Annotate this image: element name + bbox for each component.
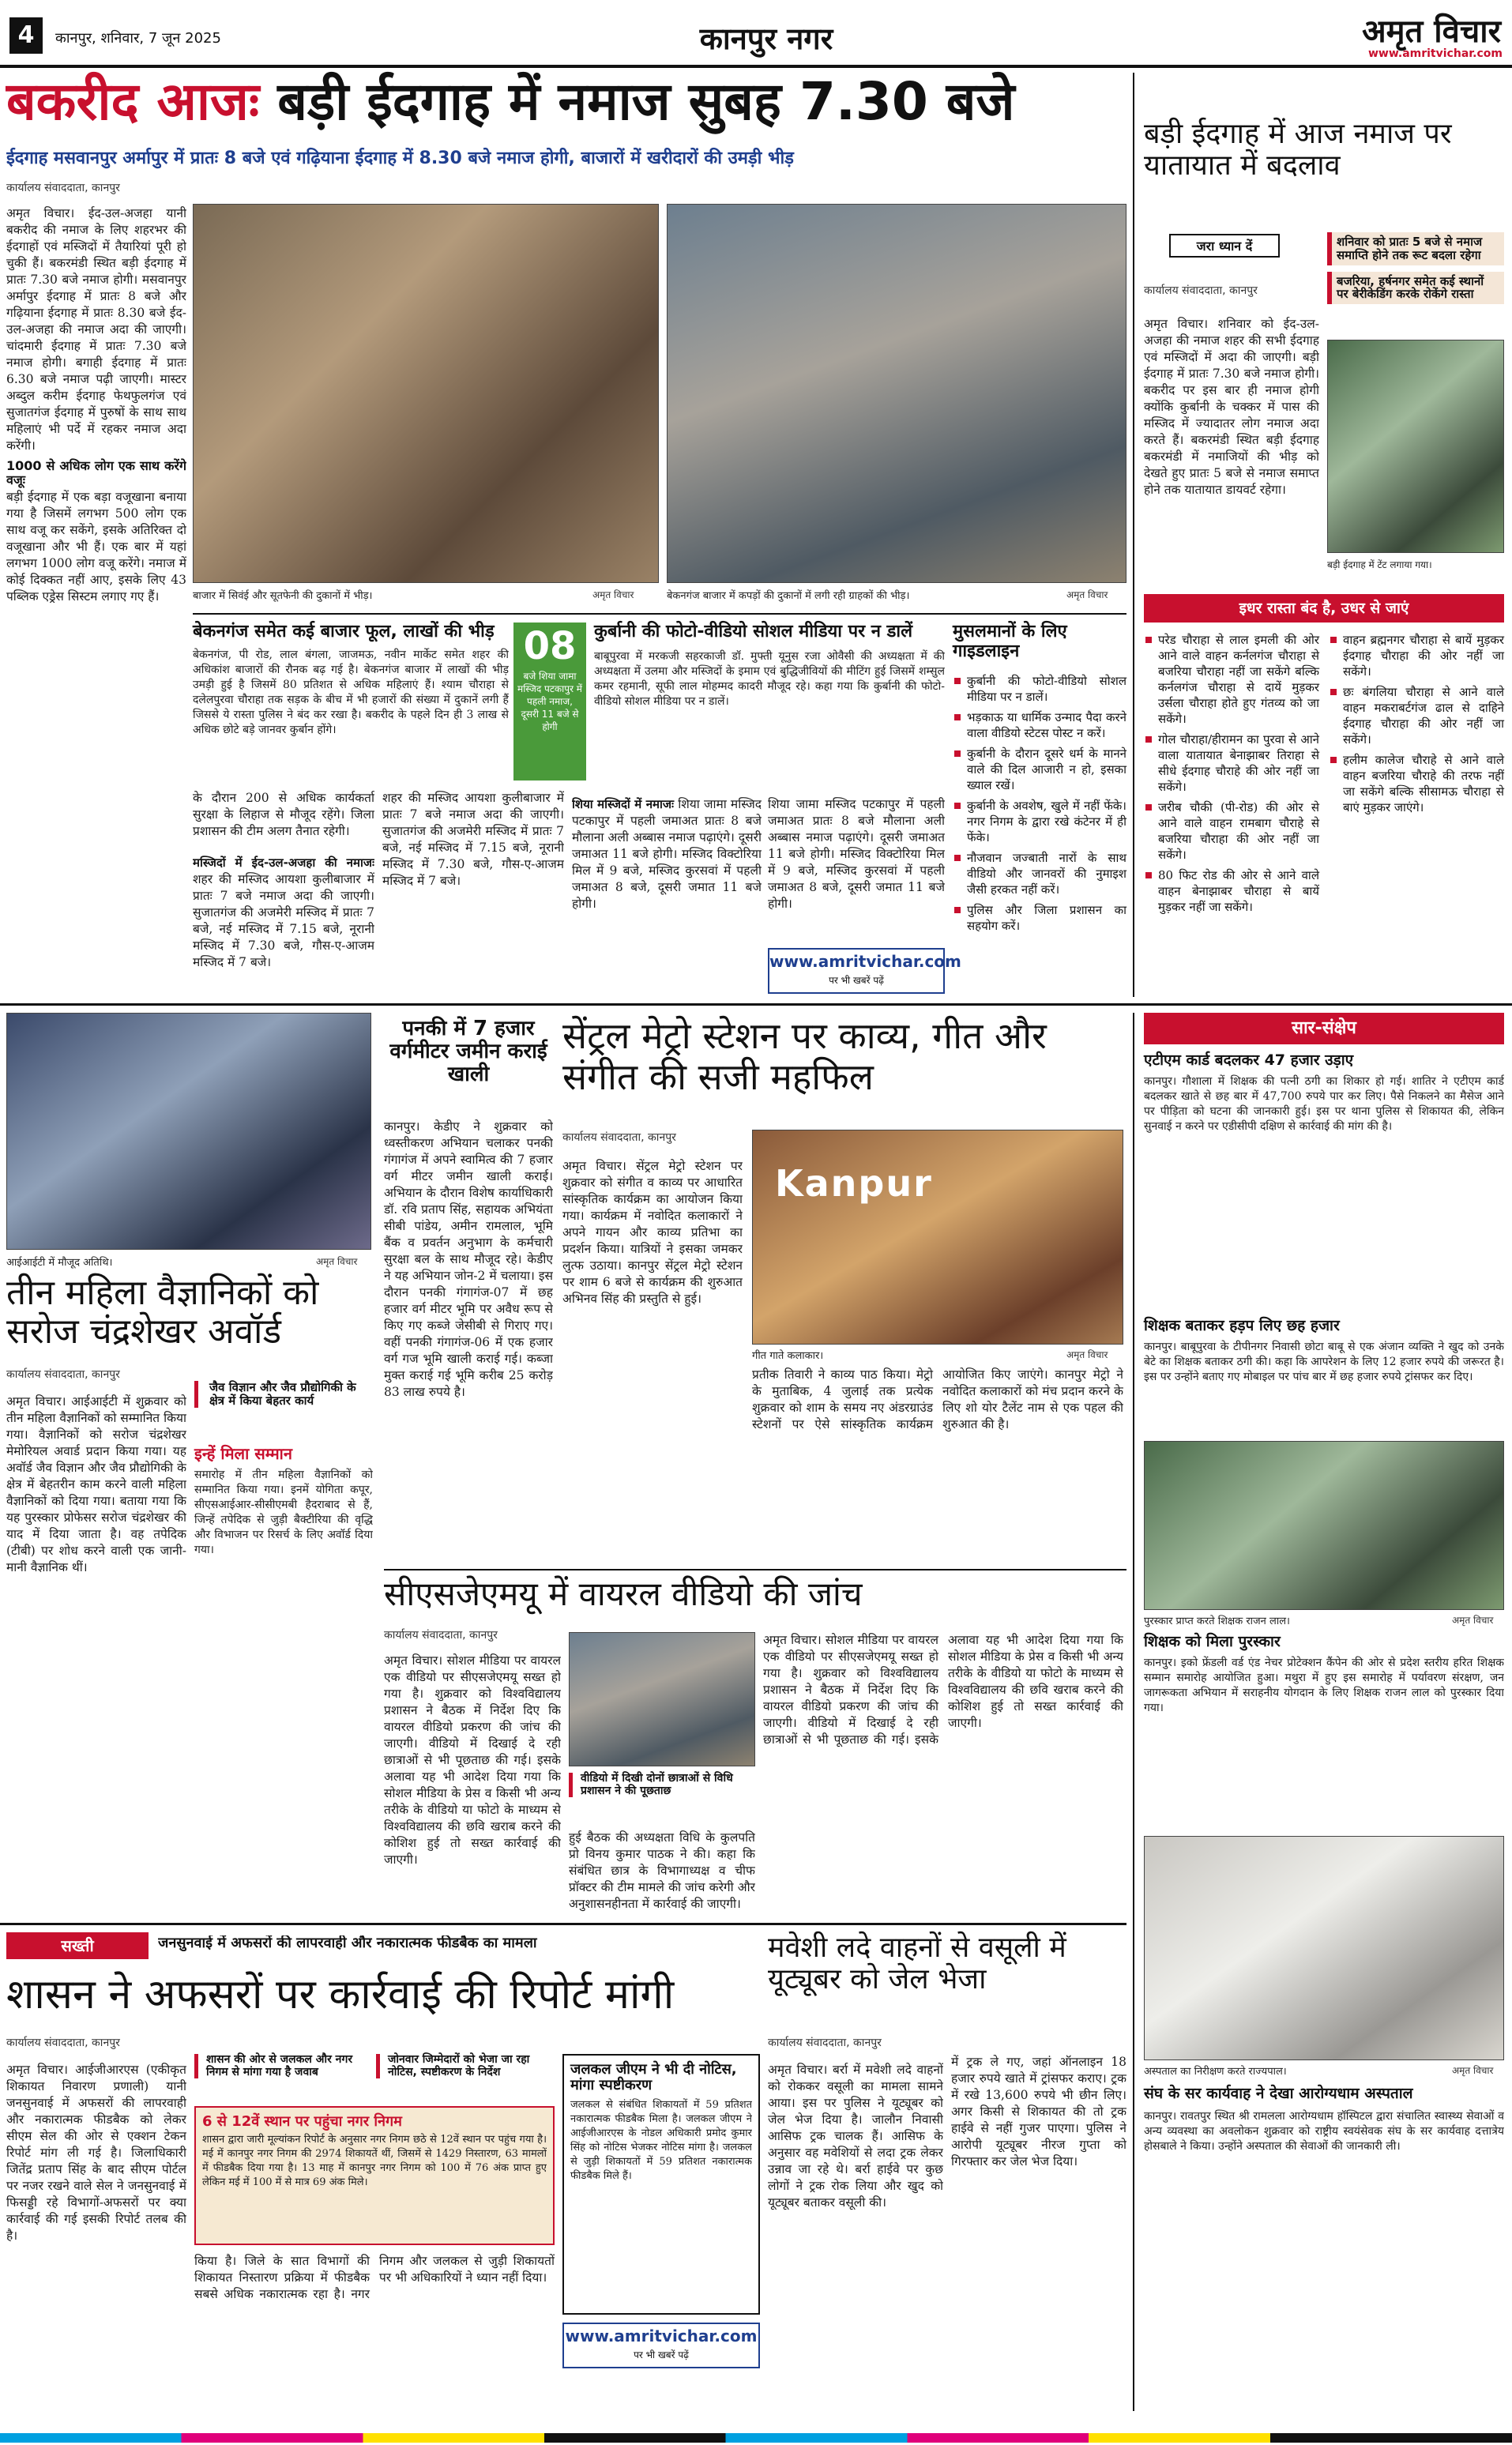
- row3-rule: [384, 1569, 1126, 1570]
- guideline-list: [953, 673, 1126, 939]
- csjmu-body-2: हुई बैठक की अध्यक्षता विधि के कुलपति प्रो विनय कुमार पाठक ने की। कहा कि संबंधित छात्र के विभागाध्यक्ष व चीफ प्रॉक्टर की टीम मामले की जांच करेगी और अनुशासनहीनता में कार्रवाई की जाएगी।: [569, 1830, 755, 1911]
- seminar-headline: तीन महिला वैज्ञानिकों को सरोज चंद्रशेखर अवॉर्ड: [6, 1273, 319, 1352]
- saar-s3-head: शिक्षक को मिला पुरस्कार: [1144, 1633, 1281, 1650]
- lead-body-text: अमृत विचार। ईद-उल-अजहा यानी बकरीद की नमाज के लिए शहरभर की ईदगाहों एवं मस्जिदों में तैयारियां पूरी हो चुकी हैं। बकरमंडी स्थित बड़ी ईदगाह में प्रातः 7.30 बजे नमाज होगी। मसवानपुर अर्मापुर ईदगाह में प्रातः 8 बजे और गढ़ियाना ईदगाह में प्रातः 8.30 बजे ईद-उल-अजहा की नमाज अदा की जाएगी। चांदमारी ईदगाह में प्रातः 7.30 बजे नमाज होगी। बगाही ईदगाह में प्रातः 6.30 बजे नमाज पढ़ी जाएगी। मास्टर अब्दुल करीम ईदगाह फेथफुलगंज एवं सुजातगंज ईदगाह में पुरुषों के साथ साथ महिलाएं भी पर्दे में रहकर नमाज अदा करेंगी।: [6, 206, 186, 453]
- guideline-item: नौजवान जज्बाती नारों के साथ वीडियो और जानवरों की नुमाइश जैसी हरकत नहीं करें।: [953, 850, 1126, 897]
- lead-headline-red: बकरीद आजः: [6, 71, 260, 132]
- masthead-rule: [0, 65, 1512, 68]
- strict-bullet-1: शासन की ओर से जलकल और नगर निगम से मांगा गया है जवाब: [194, 2054, 368, 2078]
- csjmu-body-3: अमृत विचार। सोशल मीडिया पर वायरल एक वीडियो पर सीएसजेएमयू सख्त हो गया है। शुक्रवार को विश्वविद्यालय प्रशासन ने बैठक में निर्देश दिए कि वायरल वीडियो प्रकरण की जांच की जाएगी। वीडियो में दिखाई दे रही छात्राओं से भी पूछताछ की गई। इसके अलावा यह भी आदेश दिया गया कि सोशल मीडिया के प्रेस व किसी भी अन्य तरीके के वीडियो या फोटो के माध्यम से विश्वविद्यालय की छवि खराब करने की कोशिश हुई तो सख्त कार्रवाई की जाएगी।: [763, 1633, 1123, 1747]
- csjmu-body: अमृत विचार। सोशल मीडिया पर वायरल एक वीडियो पर सीएसजेएमयू सख्त हो गया है। शुक्रवार को विश्वविद्यालय प्रशासन ने बैठक में निर्देश दिए कि वायरल वीडियो प्रकरण की जांच की जाएगी। वीडियो में दिखाई दे रही छात्राओं से भी पूछताछ की गई। इसके अलावा यह भी आदेश दिया गया कि सोशल मीडिया के प्रेस व किसी भी अन्य तरीके के वीडियो या फोटो के माध्यम से विश्वविद्यालय की छवि खराब करने की कोशिश हुई तो सख्त कार्रवाई की जाएगी।: [384, 1653, 561, 1867]
- diversion-left: [1144, 632, 1319, 920]
- metro-headline: सेंट्रल मेट्रो स्टेशन पर काव्य, गीत और संगीत की सजी महफिल: [562, 1014, 1047, 1098]
- guideline-item: कुर्बानी की फोटो-वीडियो सोशल मीडिया पर न डालें।: [953, 673, 1126, 705]
- market-sub: मस्जिदों में ईद-उल-अजहा की नमाजः: [193, 856, 374, 870]
- seminar-bullet: जैव विज्ञान और जैव प्रौद्योगिकी के क्षेत्र में किया बेहतर कार्य: [194, 1381, 373, 1408]
- paper-site: www.amritvichar.com: [1367, 47, 1503, 60]
- market-body-2: के दौरान 200 से अधिक कार्यकर्ता सुरक्षा के लिहाज से मौजूद रहेंगे। जिला प्रशासन की टीम अलग तैनात रहेगी।: [193, 791, 374, 838]
- lead-body-text-2: बड़ी ईदगाह में एक बड़ा वजूखाना बनाया गया है जिसमें लगभग 500 लोग एक साथ वजू कर सकेंगे, इसके अतिरिक्त दो वजूखाना और भी हैं। एक बार में यहां लगभग 1000 लोग वजू करेंगे। नमाज में कोई दिक्कत नहीं आए, इसके लिए 43 पब्लिक एड्रेस सिस्टम लगाए गए हैं।: [6, 489, 186, 604]
- strict-site-sub: पर भी खबरें पढ़ें: [634, 2349, 689, 2360]
- traffic-bullet-2: बजरिया, हर्षनगर समेत कई स्थानों पर बेरीकेडिंग करके रोकेंगे रास्ता: [1327, 272, 1504, 305]
- sidebar-divider: [1133, 1013, 1134, 2411]
- traffic-bullet-1: शनिवार को प्रातः 5 बजे से नमाज समाप्ति होने तक रूट बदला रहेगा: [1327, 232, 1504, 265]
- guideline-headline: मुसलमानों के लिए गाइडलाइन: [953, 622, 1067, 661]
- saar-photo-credit: अमृत विचार: [1452, 1615, 1494, 1626]
- jalkal-body: जलकल से संबंधित शिकायतों में 59 प्रतिशत नकारात्मक फीडबैक मिला है। जलकल जीएम ने आईजीआरएस के नोडल अधिकारी प्रमोद कुमार सिंह को नोटिस भेजकर नोटिस मांगा है। जलकल से जुड़ी शिकायतों में 59 प्रतिशत नकारात्मक फीडबैक मिले हैं।: [570, 2099, 752, 2183]
- cattle-body-2: में ट्रक ले गए, जहां ऑनलाइन 18 हजार रुपये खाते में ट्रांसफर कराए। ट्रक में रखे 13,600 रुपये भी छीन लिए। अगर किसी से शिकायत की तो ट्रक हाईवे से नहीं गुजर पाएगा। पुलिस ने आरोपी यूट्यूबर नीरज गुप्ता को गिरफ्तार कर जेल भेज दिया।: [951, 2055, 1126, 2169]
- cattle-body: अमृत विचार। बर्रा में मवेशी लदे वाहनों को रोककर वसूली का मामला सामने आया। इस पर पुलिस ने यूट्यूबर को जेल भेज दिया है। जालौन निवासी आसिफ ट्रक चालक हैं। आसिफ के अनुसार वह मवेशियों से लदा ट्रक लेकर उन्नाव जा रहे थे। बर्रा हाईवे पर कुछ लोगों ने ट्रक रोक लिया और खुद को यूट्यूबर बताकर वसूली की।: [768, 2063, 943, 2210]
- diversion-left-item: 80 फिट रोड की ओर से आने वाले वाहन बेनाझाबर चौराहा से बायें मुड़कर नहीं जा सकेंगे।: [1144, 867, 1319, 915]
- qurbani-body: बाबूपुरवा में मरकजी सहरकाजी डॉ. मुफ्ती यूनुस रजा ओवैसी की अध्यक्षता में की अध्यक्षता में उलमा और मस्जिदों के इमाम एवं बुद्धिजीवियों की मीटिंग हुई जिसमें शम्सुल कमर रहमानी, सूफी लाल मोहम्मद कादरी मौजूद रहे। कहा गया कि कुर्बानी की फोटो-वीडियो सोशल मीडिया पर न डालें।: [594, 650, 945, 708]
- diversion-left-item: गोल चौराहा/हीरामन का पुरवा से आने वाला यातायात बेनाझाबर तिराहा से सीधे ईदगाह चौराहे की ओर नहीं जा सकेंगे।: [1144, 732, 1319, 795]
- metro-photo: [752, 1130, 1123, 1345]
- csjmu-headline: सीएसजेएमयू में वायरल वीडियो की जांच: [384, 1574, 863, 1613]
- date-line: कानपुर, शनिवार, 7 जून 2025: [55, 30, 221, 47]
- strict-body-2: किया है। जिले के सात विभागों की शिकायत निस्तारण प्रक्रिया में फीडबैक सबसे अधिक नकारात्मक रहा है। नगर निगम और जलकल से जुड़ी शिकायतों पर भी अधिकारियों ने ध्यान नहीं दिया।: [194, 2254, 555, 2301]
- section-title: कानपुर नगर: [699, 21, 833, 56]
- strict-bullet-2: जोनवार जिम्मेदारों को भेजा जा रहा नोटिस, स्पष्टीकरण के निर्देश: [376, 2054, 550, 2078]
- lead-photo-caption-1: बाजार में सिवंई और सूतफेनी की दुकानों में भीड़।: [193, 590, 373, 602]
- diversion-right-item: वाहन ब्रह्मनगर चौराहा से बायें मुड़कर ईदगाह चौराहा की ओर नहीं जा सकेंगे।: [1329, 632, 1504, 679]
- saar-title: सार-संक्षेप: [1144, 1013, 1504, 1044]
- lead-photo-credit-2: अमृत विचार: [1066, 589, 1108, 600]
- traffic-headline: बड़ी ईदगाह में आज नमाज पर यातायात में बदलाव: [1144, 118, 1452, 182]
- jalkal-head: जलकल जीएम ने भी दी नोटिस, मांगा स्पष्टीकरण: [570, 2061, 737, 2094]
- footer-bar: [0, 2433, 1512, 2443]
- saar-s4-head: संघ के सर कार्यवाह ने देखा आरोग्यधाम अस्पताल: [1144, 2085, 1413, 2102]
- qurbani-site: www.amritvichar.com: [769, 952, 961, 971]
- market-headline: बेकनगंज समेत कई बाजार फूल, लाखों की भीड़: [193, 622, 495, 641]
- strict-site-box: [562, 2323, 760, 2368]
- cattle-byline: कार्यालय संवाददाता, कानपुर: [768, 2037, 882, 2049]
- saar-photo2-caption: अस्पताल का निरीक्षण करते राज्यपाल।: [1144, 2066, 1287, 2078]
- market-body: बेकनगंज, पी रोड, लाल बंगला, जाजमऊ, नवीन मार्केट समेत शहर की अधिकांश बाजारों की रौनक बढ़ गई है। बेकनगंज बाजार में लाखों की भीड़ उमड़ी हुई है जिसमें 80 प्रतिशत से अधिक महिलाएं हैं। श्याम चौराहा से दलेलपुरवा चौराहा तक सड़क के बीच में भी हजारों की संख्या में दुकानें लगी हैं जिससे ये रास्ता पुलिस ने बंद कर रखा है। बकरीद के पहले दिन ही 3 लाख से अधिक छोटे बड़े जानवर कुर्बान होंगे।: [193, 649, 509, 736]
- lead-photo-market: [193, 204, 659, 583]
- qurbani-body-2-cont: शिया जामा मस्जिद पटकापुर में पहली जमाअत प्रातः 8 बजे मौलाना अली अब्बास नमाज पढ़ाएंगे। दूसरी जमाअत 11 बजे होगी। मस्जिद विक्टोरिया मिल में 9 बजे, मस्जिद कुरसवां में पहली जमाअत 8 बजे, दूसरी जमात 11 बजे होगी।: [768, 797, 945, 911]
- lead-photo-clothes: [667, 204, 1126, 583]
- diversion-left-item: जरीब चौकी (पी-रोड) की ओर से आने वाले वाहन रामबाग चौराहे से बजरिया चौराहा की ओर नहीं जा सकेंगे।: [1144, 799, 1319, 863]
- panki-body: कानपुर। केडीए ने शुक्रवार को ध्वस्तीकरण अभियान चलाकर पनकी गंगागंज में अपने स्वामित्व की 7 हजार वर्ग मीटर जमीन खाली कराई। अभियान के दौरान विशेष कार्याधिकारी डॉ. रवि प्रताप सिंह, सहायक अभियंता सीबी पांडेय, अमीन रामलाल, भूमि बैंक व प्रवर्तन अनुभाग के कर्मचारी सुरक्षा बल के साथ मौजूद रहे। केडीए ने यह अभियान जोन-2 में चलाया। इस दौरान पनकी गंगागंज-07 में छह हजार वर्ग मीटर भूमि पर अवैध रूप से किए गए कब्जे जेसीबी से गिराए गए। वहीं पनकी गंगागंज-06 में एक हजार वर्ग गज भूमि खाली कराई गई। कब्जा मुक्त कराई गई भूमि करीब 25 करोड़ 83 लाख रुपये है।: [384, 1119, 553, 1399]
- saar-s4-body: कानपुर। रावतपुर स्थित श्री रामलला आरोग्यधाम हॉस्पिटल द्वारा संचालित स्वास्थ्य सेवाओं व अन्य व्यवस्था का अवलोकन शुक्रवार को राष्ट्रीय स्वयंसेवक संघ के सर कार्यवाह दत्तात्रेय होसबाले ने किया। उन्होंने अस्पताल की सेवाओं की जानकारी ली।: [1144, 2110, 1504, 2153]
- csjmu-pull: वीडियो में दिखी दोनों छात्राओं से विधि प्रशासन ने की पूछताछ: [569, 1773, 755, 1797]
- market-callout: [513, 623, 586, 781]
- metro-photo-caption: गीत गाते कलाकार।: [752, 1350, 824, 1362]
- qurbani-sub: शिया मस्जिदों में नमाजः: [572, 797, 675, 811]
- diversion-right-item: छः बंगलिया चौराहा से आने वाले वाहन मकराबर्टगंज ढाल से दाहिने ईदगाह चौराहा की ओर नहीं जा सकेंगे।: [1329, 684, 1504, 747]
- traffic-tag: जरा ध्यान दें: [1169, 234, 1280, 258]
- qurbani-site-sub: पर भी खबरें पढ़ें: [829, 975, 884, 986]
- seminar-sub: इन्हें मिला सम्मान: [194, 1444, 292, 1463]
- csjmu-byline: कार्यालय संवाददाता, कानपुर: [384, 1629, 498, 1642]
- diversion-right-item: हलीम कालेज चौराहे से आने वाले वाहन बजरिया चौराहे की तरफ नहीं जा सकेंगे बल्कि सीसामऊ चौराहा से बाएं मुड़कर जाएंगे।: [1329, 752, 1504, 815]
- guideline-item: भड़काऊ या धार्मिक उन्माद पैदा करने वाला वीडियो स्टेटस पोस्ट न करें।: [953, 709, 1126, 741]
- lead-photo-credit-1: अमृत विचार: [592, 589, 634, 600]
- metro-body-2: प्रतीक तिवारी ने काव्य पाठ किया। मेट्रो के मुताबिक, 4 जुलाई तक प्रत्येक शुक्रवार को शाम के समय नए अंडरग्राउंड स्टेशनों पर ऐसे सांस्कृतिक कार्यक्रम आयोजित किए जाएंगे। कानपुर मेट्रो ने नवोदित कलाकारों को मंच प्रदान करने के लिए शो योर टैलेंट नाम से एक पहल की शुरुआत की है।: [752, 1367, 1123, 1431]
- seminar-photo-credit: अमृत विचार: [316, 1256, 358, 1267]
- saar-s2-body: कानपुर। बाबूपुरवा के टीपीनगर निवासी छोटा बाबू से एक अंजान व्यक्ति ने खुद को उनके बेटे का शिक्षक बताकर ठगी की। कहा कि आपरेशन के लिए 12 हजार रुपये की जरूरत है। इस पर उन्होंने बताए गए मोबाइल पर पांच बार में छह हजार रुपये ट्रांसफर कर दिए।: [1144, 1341, 1504, 1383]
- cattle-headline: मवेशी लदे वाहनों से वसूली में यूट्यूबर को जेल भेजा: [768, 1932, 1066, 1996]
- qurbani-headline: कुर्बानी की फोटो-वीडियो सोशल मीडिया पर न डालें: [594, 622, 913, 641]
- callout-number: 08: [523, 624, 577, 668]
- strict-body: अमृत विचार। आईजीआरएस (एकीकृत शिकायत निवारण प्रणाली) यानी जनसुनवाई में अफसरों की लापरवाही और नकारात्मक फीडबैक को लेकर सीएम सेल की ओर से एक्शन टेकन रिपोर्ट मांग ली गई है। जिलाधिकारी जितेंद्र प्रताप सिंह के बाद सीएम पोर्टल पर नजर रखने वाले सेल ने जनसुनवाई में फिसड्डी रहे विभागों-अफसरों पर क्या कार्रवाई की गई इसकी रिपोर्ट तलब की है।: [6, 2063, 186, 2243]
- qurbani-site-box: [768, 948, 961, 994]
- diversion-right: [1329, 632, 1504, 820]
- row1-rule: [193, 613, 1126, 615]
- strict-kicker: जनसुनवाई में अफसरों की लापरवाही और नकारात्मक फीडबैक का मामला: [158, 1935, 537, 1951]
- metro-body: अमृत विचार। सेंट्रल मेट्रो स्टेशन पर शुक्रवार को संगीत व काव्य पर आधारित सांस्कृतिक कार्यक्रम का आयोजन किया गया। कार्यक्रम में नवोदित कलाकारों ने अपने गायन और काव्य प्रतिभा का प्रदर्शन किया। यात्रियों ने इसका जमकर लुत्फ उठाया। कानपुर सेंट्रल मेट्रो स्टेशन पर शाम 6 बजे से कार्यक्रम की शुरुआत अभिनव सिंह की प्रस्तुति से हुई।: [562, 1159, 743, 1306]
- saar-photo-award: [1144, 1441, 1504, 1610]
- strict-site: www.amritvichar.com: [565, 2327, 758, 2345]
- saar-s1-body: कानपुर। गौशाला में शिक्षक की पत्नी ठगी का शिकार हो गई। शातिर ने एटीएम कार्ड बदलकर खाते से छह बार में 47,700 रुपये पार कर लिए। पैसे निकलने का मैसेज आने पर पीड़िता को घटना की जानकारी हुई। इस पर थाना पुलिस से शिकायत की, लेकिन सुनवाई न करने पर एडीसीपी दक्षिण से कार्रवाई की मांग की है।: [1144, 1075, 1504, 1133]
- lead-subhead: ईदगाह मसवानपुर अर्मापुर में प्रातः 8 बजे एवं गढ़ियाना ईदगाह में 8.30 बजे नमाज होगी, बाजारों में खरीदारों की उमड़ी भीड़: [6, 149, 794, 168]
- guideline-item: कुर्बानी के अवशेष, खुले में नहीं फेंके। नगर निगम के द्वारा रखे कंटेनर में ही फेंके।: [953, 798, 1126, 845]
- qurbani-body-2: [572, 796, 762, 994]
- saar-s2-head: शिक्षक बताकर हड़प लिए छह हजार: [1144, 1317, 1340, 1334]
- strict-byline: कार्यालय संवाददाता, कानपुर: [6, 2037, 120, 2049]
- seminar-photo: [6, 1013, 371, 1250]
- metro-photo-credit: अमृत विचार: [1066, 1349, 1108, 1360]
- market-body-3: [193, 855, 374, 997]
- diversion-title: इधर रास्ता बंद है, उधर से जाएं: [1144, 594, 1504, 623]
- strict-box: [194, 2106, 555, 2245]
- row2-rule: [0, 1003, 1512, 1006]
- seminar-byline: कार्यालय संवाददाता, कानपुर: [6, 1368, 120, 1381]
- side-divider: [1133, 73, 1134, 997]
- traffic-body: अमृत विचार। शनिवार को ईद-उल-अजहा की नमाज शहर की सभी ईदगाह एवं मस्जिदों में अदा की जाएगी। बड़ी ईदगाह में प्रातः 7.30 बजे नमाज होगी। बकरीद पर इस बार ही नमाज होगी क्योंकि कुर्बानी के चक्कर में पास की मस्जिद में ज्यादातर लोग नमाज अदा करते हैं। बकरमंडी स्थित बड़ी ईदगाह बकरमंडी में नमाजियों की भीड़ को देखते हुए प्रातः 5 बजे से नमाज समाप्त होने तक यातायात डायवर्ट रहेगा।: [1144, 317, 1319, 497]
- saar-photo-caption: पुरस्कार प्राप्त करते शिक्षक राजन लाल।: [1144, 1616, 1290, 1627]
- market-body-3-cont: शहर की मस्जिद आयशा कुलीबाजार में प्रातः 7 बजे नमाज अदा की जाएगी। सुजातगंज की अजमेरी मस्जिद में प्रातः 7 बजे, नई मस्जिद में 7.15 बजे, नूरानी मस्जिद में 7.30 बजे, गौस-ए-आजम मस्जिद में 7 बजे।: [382, 791, 564, 888]
- strict-headline: शासन ने अफसरों पर कार्रवाई की रिपोर्ट मांगी: [6, 1971, 675, 2018]
- seminar-body-2: समारोह में तीन महिला वैज्ञानिकों को सम्मानित किया गया। इनमें योगिता कपूर, सीएसआईआर-सीसीएमबी हैदराबाद से हैं, जिन्हें तपेदिक से जुड़ी बैक्टीरिया की वृद्धि और विभाजन पर रिसर्च के लिए अवॉर्ड दिया गया।: [194, 1469, 373, 1556]
- page-number: 4: [9, 17, 43, 54]
- lead-subsection: 1000 से अधिक लोग एक साथ करेंगे वजूः: [6, 458, 186, 487]
- strict-tag: सख्ती: [6, 1932, 149, 1959]
- diversion-left-item: परेड चौराहा से लाल इमली की ओर आने वाले वाहन कर्नलगंज चौराहा से बजरिया चौराहा नहीं जा सकेंगे बल्कि कर्नलगंज चौराहा से दायें मुड़कर उर्सला चौराहा होते हुए गंतव्य को जा सकेंगे।: [1144, 632, 1319, 727]
- row4-rule: [0, 1923, 1126, 1925]
- traffic-photo: [1327, 340, 1504, 553]
- saar-s1-head: एटीएम कार्ड बदलकर 47 हजार उड़ाए: [1144, 1051, 1354, 1069]
- saar-photo2-credit: अमृत विचार: [1452, 2065, 1494, 2076]
- lead-byline: कार्यालय संवाददाता, कानपुर: [6, 182, 120, 194]
- metro-photo-sign: Kanpur: [775, 1162, 933, 1205]
- guideline-item: कुर्बानी के दौरान दूसरे धर्म के मानने वाले की दिल आजारी न हो, इसका ख्याल रखें।: [953, 746, 1126, 793]
- masthead: [0, 0, 1512, 63]
- seminar-body: अमृत विचार। आईआईटी में शुक्रवार को तीन महिला वैज्ञानिकों को सम्मानित किया गया। वैज्ञानिकों को सरोज चंद्रशेखर मेमोरियल अवार्ड प्रदान किया गया। यह अवॉर्ड जैव विज्ञान और जैव प्रौद्योगिकी के क्षेत्र में बेहतरीन काम करने वाली महिला वैज्ञानिकों को दिया गया। बताया गया कि यह पुरस्कार प्रोफेसर सरोज चंद्रशेखर की याद में दिया जाता है। वह तपेदिक (टीबी) पर शोध करने वाली एक जानी-मानी वैज्ञानिक थीं।: [6, 1394, 186, 1574]
- saar-s3-body: कानपुर। इको फ्रेंडली वर्ड एंड नेचर प्रोटेक्शन कैंपेन की ओर से प्रदेश स्तरीय हरित शिक्षक सम्मान समारोह आयोजित हुआ। मथुरा में हुए इस समारोह में पर्यावरण संरक्षण, जन जागरूकता अभियान में सराहनीय योगदान के लिए शिक्षक राजन लाल को पुरस्कार दिया गया।: [1144, 1657, 1504, 1714]
- panki-headline: पनकी में 7 हजार वर्गमीटर जमीन कराई खाली: [389, 1017, 547, 1087]
- traffic-photo-caption: बड़ी ईदगाह में टेंट लगाया गया।: [1327, 559, 1432, 570]
- seminar-photo-caption: आईआईटी में मौजूद अतिथि।: [6, 1257, 113, 1269]
- lead-photo-caption-2: बेकनगंज बाजार में कपड़ों की दुकानों में लगी रही ग्राहकों की भीड़।: [667, 590, 910, 602]
- jalkal-box: [562, 2054, 760, 2315]
- lead-headline: [6, 73, 1128, 131]
- strict-box-body: शासन द्वारा जारी मूल्यांकन रिपोर्ट के अनुसार नगर निगम छठे से 12वें स्थान पर पहुंच गया है। मई में कानपुर नगर निगम की 2974 शिकायतें थीं, जिसमें से 1429 निस्तारण, 63 मामलों में फीडबैक दिया गया है। 13 माह में कानपुर नगर निगम को 100 में 76 अंक प्राप्त हुए लेकिन मई में 100 में से मात्र 69 अंक मिले।: [202, 2134, 547, 2189]
- traffic-byline: कार्यालय संवाददाता, कानपुर: [1144, 284, 1258, 297]
- lead-headline-black: बड़ी ईदगाह में नमाज सुबह 7.30 बजे: [277, 71, 1015, 132]
- saar-photo-hospital: [1144, 1836, 1504, 2060]
- guideline-item: पुलिस और जिला प्रशासन का सहयोग करें।: [953, 902, 1126, 934]
- strict-box-head: 6 से 12वें स्थान पर पहुंचा नगर निगम: [202, 2113, 402, 2130]
- metro-byline: कार्यालय संवाददाता, कानपुर: [562, 1131, 676, 1144]
- callout-text: बजे शिया जामा मस्जिद पटकापुर में पहली नमाज, दूसरी 11 बजे से होगी: [517, 671, 582, 732]
- csjmu-photo: [569, 1632, 755, 1766]
- traffic-bullets: [1327, 232, 1504, 304]
- market-body-3-text: शहर की मस्जिद आयशा कुलीबाजार में प्रातः 7 बजे नमाज अदा की जाएगी। सुजातगंज की अजमेरी मस्जिद में प्रातः 7 बजे, नई मस्जिद में 7.15 बजे, नूरानी मस्जिद में 7.30 बजे, गौस-ए-आजम मस्जिद में 7 बजे।: [193, 872, 374, 969]
- lead-body: [6, 205, 186, 995]
- qurbani-body-2-text: शिया जामा मस्जिद पटकापुर में पहली जमाअत प्रातः 8 बजे मौलाना अली अब्बास नमाज पढ़ाएंगे। दूसरी जमाअत 11 बजे होगी। मस्जिद विक्टोरिया मिल में 9 बजे, मस्जिद कुरसवां में पहली जमाअत 8 बजे, दूसरी जमात 11 बजे होगी।: [572, 797, 762, 911]
- paper-logo: अमृत विचार: [1362, 13, 1501, 50]
